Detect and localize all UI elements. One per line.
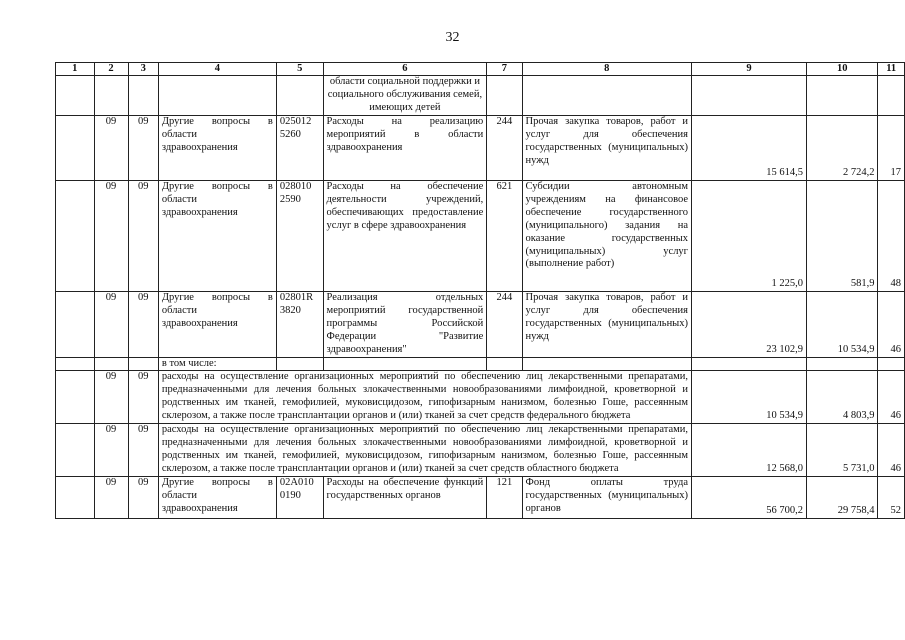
cell-amount-plan: 15 614,5 (692, 116, 807, 181)
cell-expense-type: 621 (487, 181, 522, 292)
cell-percent: 17 (878, 116, 905, 181)
cell-description: области социальной поддержки и социального обслуживания семей, имеющих детей (323, 76, 487, 116)
cell-subsection: 09 (128, 116, 158, 181)
table-row (56, 116, 905, 181)
cell-target-code: 028010 2590 (276, 181, 323, 292)
header-cell: 1 (56, 63, 95, 76)
cell-subsection: 09 (128, 371, 158, 424)
cell-description: Расходы на обеспечение функций государственных органов (323, 476, 487, 518)
cell-section: 09 (94, 292, 128, 358)
cell-description: Расходы на реализацию мероприятий в области здравоохранения (323, 116, 487, 181)
page-number: 32 (445, 30, 460, 45)
cell-section: 09 (94, 476, 128, 518)
cell-amount-actual: 2 724,2 (807, 116, 878, 181)
header-cell: 7 (487, 63, 522, 76)
table-row (56, 371, 905, 424)
cell-wide-description: расходы на осуществление организационных мероприятий по обеспечению лиц лекарственными препаратами, предназначенными для лечения больных злокачественными новообразованиями лимфоидной, кроветворной и родственных им тканей, гемофилией, муковисцидозом, гипофизарным нанизмом, болезнью Гоше, рассеянным склерозом, а также после трансплантации органов и (или) тканей за счет средств федерального бюджета (158, 371, 691, 424)
cell-description: Реализация отдельных мероприятий государственной программы Российской Федерации "Развитие здравоохранения" (323, 292, 487, 358)
header-cell: 8 (522, 63, 691, 76)
header-cell: 11 (878, 63, 905, 76)
cell-percent: 46 (878, 292, 905, 358)
cell-description: Расходы на обеспечение деятельности учреждений, обеспечивающих предоставление услуг в сфере здравоохранения (323, 181, 487, 292)
cell-subsection: 09 (128, 424, 158, 477)
cell-section-name: Другие вопросы в области здравоохранения (158, 476, 276, 518)
cell-wide-description: расходы на осуществление организационных мероприятий по обеспечению лиц лекарственными препаратами, предназначенными для лечения больных злокачественными новообразованиями лимфоидной, кроветворной и родственных им тканей, гемофилией, муковисцидозом, гипофизарным нанизмом, болезнью Гоше, рассеянным склерозом, а также после трансплантации органов и (или) тканей за счет средств областного бюджета (158, 424, 691, 477)
table-row (56, 357, 905, 371)
cell-including-label: в том числе: (158, 357, 276, 371)
cell-amount-actual: 29 758,4 (807, 476, 878, 518)
cell-amount-plan: 56 700,2 (692, 476, 807, 518)
cell-target-code: 02801R 3820 (276, 292, 323, 358)
cell-section: 09 (94, 371, 128, 424)
table-row (56, 424, 905, 477)
table-row (56, 76, 905, 116)
cell-section-name: Другие вопросы в области здравоохранения (158, 116, 276, 181)
cell-amount-actual: 5 731,0 (807, 424, 878, 477)
cell-expense-type: 244 (487, 116, 522, 181)
cell-amount-actual: 581,9 (807, 181, 878, 292)
cell-percent: 46 (878, 371, 905, 424)
cell-amount-plan: 23 102,9 (692, 292, 807, 358)
cell-subsection: 09 (128, 292, 158, 358)
cell-amount-plan: 12 568,0 (692, 424, 807, 477)
cell-expense-type: 121 (487, 476, 522, 518)
cell-target-code: 02А010 0190 (276, 476, 323, 518)
cell-section-name: Другие вопросы в области здравоохранения (158, 292, 276, 358)
cell-section: 09 (94, 424, 128, 477)
header-cell: 5 (276, 63, 323, 76)
budget-table (55, 62, 905, 519)
table-row (56, 181, 905, 292)
header-row (56, 63, 905, 76)
cell-percent: 46 (878, 424, 905, 477)
header-cell: 2 (94, 63, 128, 76)
cell-section: 09 (94, 181, 128, 292)
cell-percent: 52 (878, 476, 905, 518)
table-row (56, 292, 905, 358)
cell-percent: 48 (878, 181, 905, 292)
header-cell: 10 (807, 63, 878, 76)
cell-expense-name: Субсидии автономным учреждениям на финансовое обеспечение государственного (муниципального) задания на оказание государственных (муниципальных) услуг (выполнение работ) (522, 181, 691, 292)
cell-amount-plan: 1 225,0 (692, 181, 807, 292)
cell-section: 09 (94, 116, 128, 181)
header-cell: 9 (692, 63, 807, 76)
cell-amount-plan: 10 534,9 (692, 371, 807, 424)
cell-amount-actual: 4 803,9 (807, 371, 878, 424)
cell-expense-type: 244 (487, 292, 522, 358)
header-cell: 6 (323, 63, 487, 76)
cell-expense-name: Прочая закупка товаров, работ и услуг для обеспечения государственных (муниципальных) нужд (522, 292, 691, 358)
cell-expense-name: Фонд оплаты труда государственных (муниципальных) органов (522, 476, 691, 518)
cell-subsection: 09 (128, 476, 158, 518)
cell-expense-name: Прочая закупка товаров, работ и услуг для обеспечения государственных (муниципальных) нужд (522, 116, 691, 181)
cell-target-code: 025012 5260 (276, 116, 323, 181)
header-cell: 3 (128, 63, 158, 76)
cell-amount-actual: 10 534,9 (807, 292, 878, 358)
header-cell: 4 (158, 63, 276, 76)
cell-section-name: Другие вопросы в области здравоохранения (158, 181, 276, 292)
cell-subsection: 09 (128, 181, 158, 292)
table-row (56, 476, 905, 518)
